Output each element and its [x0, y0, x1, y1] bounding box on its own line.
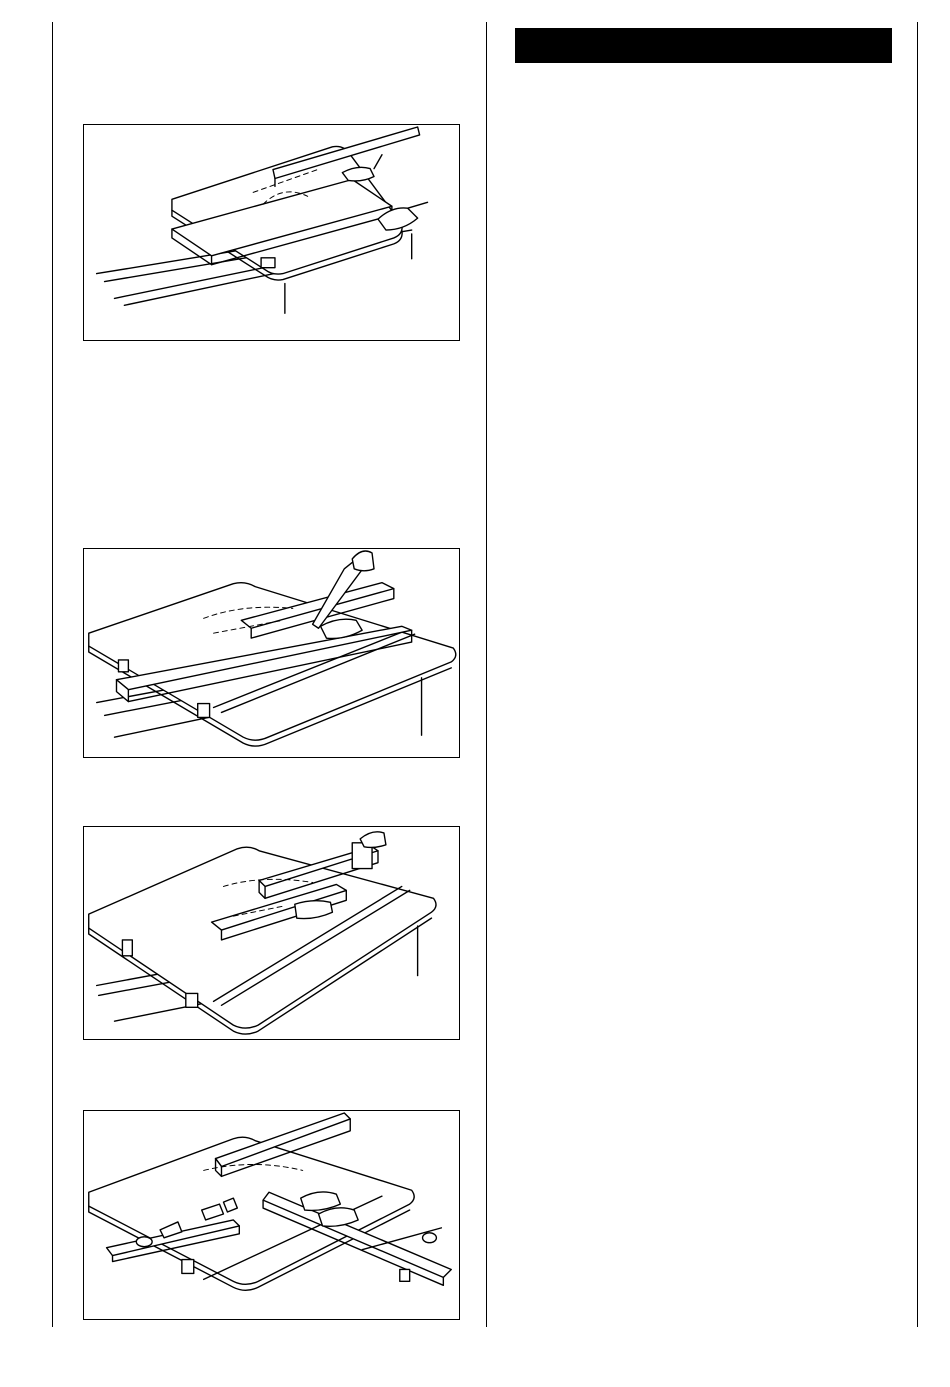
table-saw-narrow-strip-illustration: [84, 827, 459, 1039]
table-saw-rip-cut-illustration: [84, 125, 459, 340]
section-header-bar: [515, 28, 892, 63]
column-rule-right: [917, 22, 918, 1327]
table-saw-push-stick-illustration: [84, 549, 459, 757]
figure-4: [83, 1110, 460, 1320]
figure-3: [83, 826, 460, 1040]
figure-1: [83, 124, 460, 341]
column-rule-left: [52, 22, 53, 1327]
column-rule-center: [486, 22, 487, 1327]
table-saw-mitre-gauge-illustration: [84, 1111, 459, 1319]
figure-2: [83, 548, 460, 758]
